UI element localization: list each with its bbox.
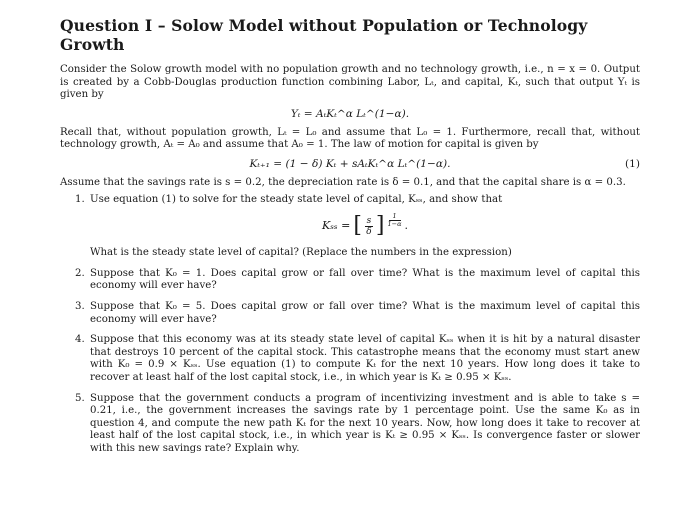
exp-numerator: 1: [392, 212, 397, 221]
steady-state-formula: Kₛₛ = [ $\frac{s}{\delta}$ ] 1 1−α .: [321, 212, 408, 239]
assumption-paragraph: Assume that the savings rate is s = 0.2, the depreciation rate is δ = 0.1, and that the capital share is α = 0.3.: [60, 176, 626, 188]
s-over-delta: [365, 216, 373, 237]
frac-numerator: s: [366, 215, 372, 226]
intro-paragraph: Consider the Solow growth model with no population growth and no technology growth, i.e., n = x = 0. Output is created by a Cobb-Douglas production function combining Labor, Lₜ, and capital, Kₜ, such that output Yₜ is given by: [60, 64, 640, 101]
question-5: 5. Suppose that the government conducts a program of incentivizing investment and is able to take s = 0.21, i.e., the government increases the savings rate by 1 percentage point. Use the same K₀ as in question 4, and compute the new path Kₜ for the next 10 years. Now, how long does it take to recover at least half of the lost capital stock, i.e., in which year is Kₜ ≥ 0.95 × Kₛₛ. Is convergence faster or slower with this new savings rate? Explain why.: [88, 393, 640, 456]
recall-paragraph: Recall that, without population growth, Lₜ = L₀ and assume that L₀ = 1. Furthermore, recall that, without technology growth, Aₜ = A₀ and assume that A₀ = 1. The law of motion for capital is given by: [60, 126, 640, 151]
motion-equation: [60, 158, 640, 170]
question-1-text: Use equation (1) to solve for the steady state level of capital, Kₛₛ, and show that: [90, 193, 503, 205]
page-title: Question I – Solow Model without Population or Technology Growth: [60, 16, 588, 54]
exponent: [388, 213, 402, 228]
right-bracket: ]: [375, 213, 385, 239]
question-4: 4. Suppose that this economy was at its steady state level of capital Kₛₛ when it is hit by a natural disaster that destroys 10 percent of the capital stock. This catastrophe means that the economy must start anew with K₀ = 0.9 × Kₛₛ. Use equation (1) to compute Kₜ for the next 10 years. How long does it take to recover at least half of the lost capital stock, i.e., in which year is Kₜ ≥ 0.95 × Kₛₛ.: [88, 334, 640, 384]
production-equation: Yₜ = AₜKₜ^α Lₜ^(1−α).: [290, 107, 410, 120]
question-2: 2. Suppose that K₀ = 1. Does capital grow or fall over time? What is the maximum level of capital this economy will ever have?: [88, 268, 640, 293]
frac-denominator: δ: [366, 226, 372, 237]
question-3: 3. Suppose that K₀ = 5. Does capital grow or fall over time? What is the maximum level of capital this economy will ever have?: [88, 301, 640, 326]
left-bracket: [: [353, 213, 362, 239]
kss-lhs: Kₛₛ =: [321, 218, 351, 232]
equation-number: (1): [624, 157, 640, 170]
question-list: [60, 194, 640, 456]
question-1: [88, 194, 640, 260]
exp-denominator: 1−α: [387, 220, 402, 229]
motion-equation-text: Kₜ₊₁ = (1 − δ) Kₜ + sAₜKₜ^α Lₜ^(1−α).: [249, 157, 451, 170]
question-1-followup: What is the steady state level of capital? (Replace the numbers in the expression): [90, 247, 512, 259]
